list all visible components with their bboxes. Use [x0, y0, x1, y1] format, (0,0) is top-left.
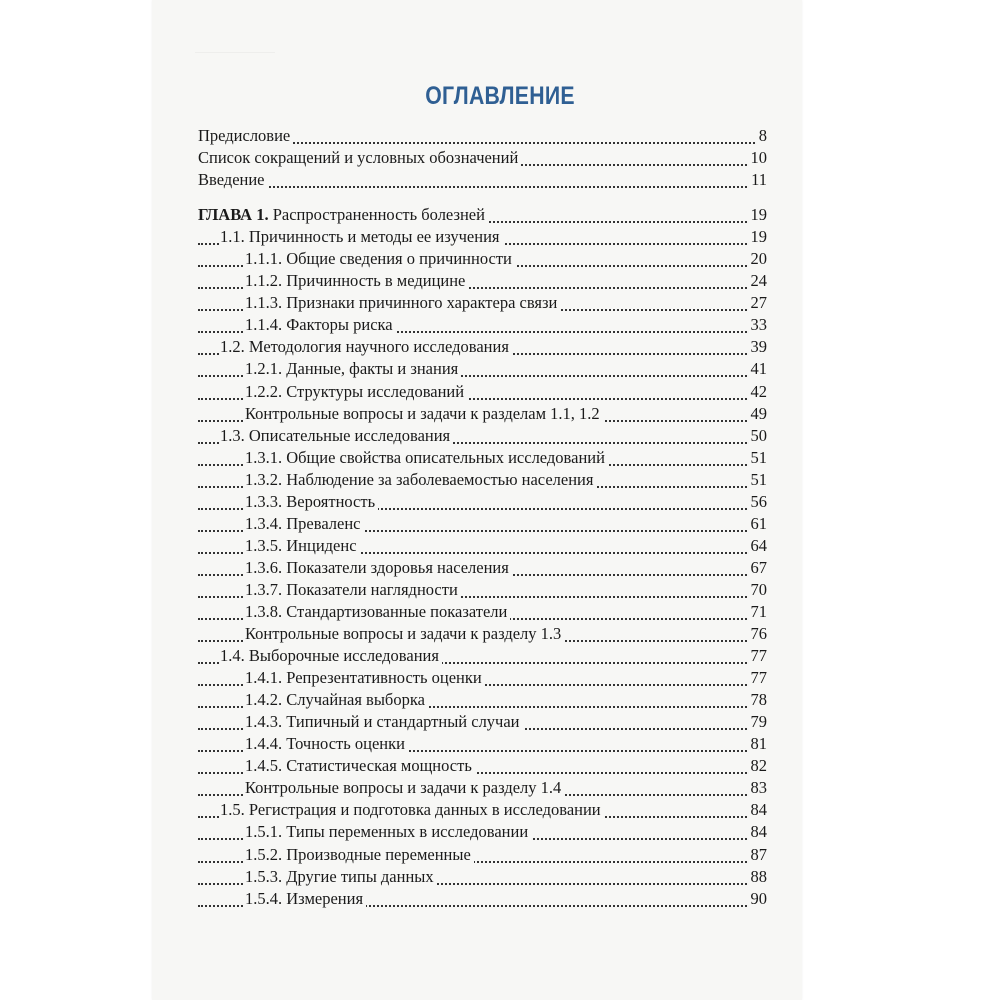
- toc-entry-1-3-1[interactable]: 1.3.1. Общие свойства описательных исследований 51: [198, 448, 767, 470]
- toc-entry-1-4-3[interactable]: 1.4.3. Типичный и стандартный случаи 79: [198, 712, 767, 734]
- toc-entry-1-5[interactable]: 1.5. Регистрация и подготовка данных в исследовании 84: [198, 800, 767, 822]
- toc-entry-questions-1-1-1-2[interactable]: Контрольные вопросы и задачи к разделам 1.1, 1.2 49: [198, 404, 767, 426]
- toc-entry-questions-1-3[interactable]: Контрольные вопросы и задачи к разделу 1.3 76: [198, 624, 767, 646]
- toc-entry-1-1-1[interactable]: 1.1.1. Общие сведения о причинности 20: [198, 249, 767, 271]
- toc-entry-1-1-2[interactable]: 1.1.2. Причинность в медицине 24: [198, 271, 767, 293]
- toc-entry-1-4-4[interactable]: 1.4.4. Точность оценки 81: [198, 734, 767, 756]
- chapter-prefix: ГЛАВА 1.: [198, 205, 269, 225]
- show-through-header: [195, 44, 275, 53]
- toc-entry-introduction[interactable]: Введение 11: [198, 170, 767, 190]
- toc-entry-1-1[interactable]: 1.1. Причинность и методы ее изучения 19: [198, 227, 767, 249]
- toc-entry-1-1-4[interactable]: 1.1.4. Факторы риска 33: [198, 315, 767, 337]
- toc-entry-1-5-2[interactable]: 1.5.2. Производные переменные 87: [198, 845, 767, 867]
- toc-entry-1-5-3[interactable]: 1.5.3. Другие типы данных 88: [198, 867, 767, 889]
- toc-entry-1-3[interactable]: 1.3. Описательные исследования 50: [198, 426, 767, 448]
- toc-entry-chapter-1[interactable]: ГЛАВА 1. Распространенность болезней 19: [198, 205, 767, 225]
- toc-entry-1-3-6[interactable]: 1.3.6. Показатели здоровья населения 67: [198, 558, 767, 580]
- toc-entry-1-3-4[interactable]: 1.3.4. Преваленс 61: [198, 514, 767, 536]
- toc-entry-1-3-8[interactable]: 1.3.8. Стандартизованные показатели 71: [198, 602, 767, 624]
- leader-dots: [198, 186, 767, 188]
- toc-entry-1-4-2[interactable]: 1.4.2. Случайная выборка 78: [198, 690, 767, 712]
- toc-entry-1-4-5[interactable]: 1.4.5. Статистическая мощность 82: [198, 756, 767, 778]
- toc-entry-1-2-1[interactable]: 1.2.1. Данные, факты и знания 41: [198, 359, 767, 381]
- toc-entry-1-4-1[interactable]: 1.4.1. Репрезентативность оценки 77: [198, 668, 767, 690]
- toc-entry-1-1-3[interactable]: 1.1.3. Признаки причинного характера связи 27: [198, 293, 767, 315]
- table-of-contents: [198, 126, 767, 911]
- toc-entry-1-4[interactable]: 1.4. Выборочные исследования 77: [198, 646, 767, 668]
- toc-entry-1-3-5[interactable]: 1.3.5. Инциденс 64: [198, 536, 767, 558]
- toc-entry-1-3-2[interactable]: 1.3.2. Наблюдение за заболеваемостью населения 51: [198, 470, 767, 492]
- toc-entry-1-5-4[interactable]: 1.5.4. Измерения 90: [198, 889, 767, 911]
- toc-entry-1-5-1[interactable]: 1.5.1. Типы переменных в исследовании 84: [198, 822, 767, 844]
- toc-entry-abbreviations[interactable]: Список сокращений и условных обозначений 10: [198, 148, 767, 168]
- toc-entry-questions-1-4[interactable]: Контрольные вопросы и задачи к разделу 1.4 83: [198, 778, 767, 800]
- toc-entry-1-3-7[interactable]: 1.3.7. Показатели наглядности 70: [198, 580, 767, 602]
- toc-entry-1-3-3[interactable]: 1.3.3. Вероятность 56: [198, 492, 767, 514]
- page-title: ОГЛАВЛЕНИЕ: [425, 82, 575, 110]
- chapter-title: Распространенность болезней: [272, 205, 485, 225]
- toc-entry-1-2-2[interactable]: 1.2.2. Структуры исследований 42: [198, 382, 767, 404]
- toc-entry-preface[interactable]: Предисловие 8: [198, 126, 767, 145]
- toc-entry-1-2[interactable]: 1.2. Методология научного исследования 39: [198, 337, 767, 359]
